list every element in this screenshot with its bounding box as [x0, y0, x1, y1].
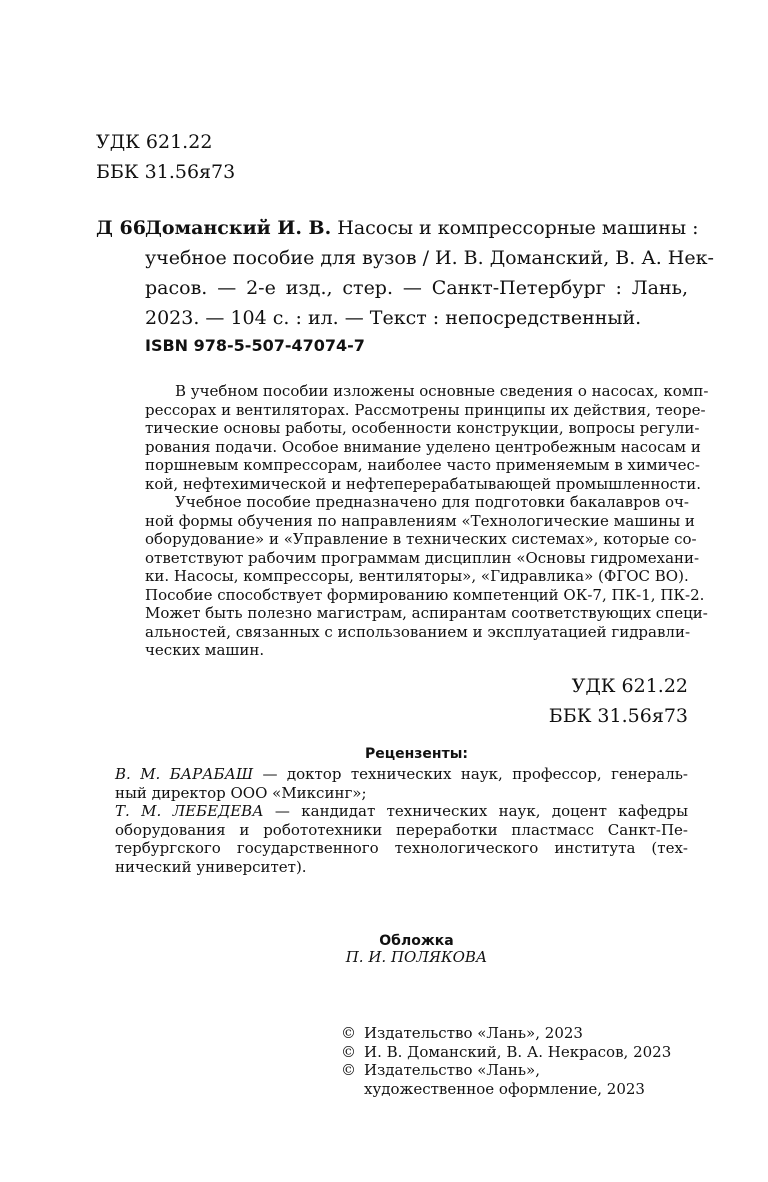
reviewer-2-line-4: нический университет). [115, 857, 307, 876]
reviewer-2-line-1: Т. М. ЛЕБЕДЕВА — кандидат технических наук, доцент кафедры [115, 802, 689, 820]
reviewer-1-line-2: ный директор ООО «Миксинг»; [115, 783, 367, 802]
right-codes [549, 671, 688, 731]
abstract-line: ной формы обучения по направлениям «Технологические машины и [145, 511, 695, 530]
catalog-entry [145, 213, 714, 333]
copyright-1: © Издательство «Лань», 2023 [341, 1024, 583, 1042]
copyright-symbol: © [341, 1024, 356, 1042]
copyright-symbol: © [341, 1061, 356, 1079]
right-udk: УДК 621.22 [571, 675, 688, 697]
copyright-symbol: © [341, 1042, 356, 1061]
abstract-line: оборудование» и «Управление в технических системах», которые со- [145, 530, 697, 548]
cover-heading: Обложка [379, 933, 454, 949]
top-udk: УДК 621.22 [96, 131, 213, 153]
abstract-line: ческих машин. [145, 641, 265, 659]
abstract-line: ответствуют рабочим программам дисциплин «Основы гидромехани- [145, 548, 700, 567]
author-heading: Доманский И. В. [145, 217, 332, 239]
catalog-line-2: учебное пособие для вузов / И. В. Доманский, В. А. Нек- [145, 247, 714, 269]
copyright-2: © И. В. Доманский, В. А. Некрасов, 2023 [341, 1042, 672, 1061]
abstract [145, 382, 709, 660]
reviewer-2-line-3: тербургского государственного технологического института (тех- [115, 839, 688, 857]
top-bbk: ББК 31.56я73 [96, 161, 236, 183]
top-codes [96, 127, 235, 187]
copyright-3-cont: художественное оформление, 2023 [364, 1079, 645, 1098]
abstract-line: поршневым компрессорам, наиболее часто применяемым в химичес- [145, 456, 700, 474]
abstract-line: тические основы работы, особенности конструкции, вопросы регули- [145, 419, 700, 437]
title-start: Насосы и компрессорные машины : [331, 217, 699, 239]
abstract-line: альностей, связанных с использованием и эксплуатацией гидравли- [145, 622, 691, 641]
abstract-line: кой, нефтехимической и нефтеперерабатывающей промышленности. [145, 474, 701, 493]
catalog-line-1 [145, 213, 699, 243]
copyright-block [341, 1024, 671, 1098]
abstract-line: В учебном пособии изложены основные сведения о насосах, комп- [175, 382, 709, 400]
copyright-3: © Издательство «Лань», [341, 1061, 541, 1079]
catalog-line-3: расов. — 2-е изд., стер. — Санкт-Петербург : Лань, [145, 277, 688, 299]
reviewer-1-name: В. М. БАРАБАШ [115, 765, 254, 783]
abstract-line: Может быть полезно магистрам, аспирантам соответствующих специ- [145, 604, 708, 622]
abstract-line: ки. Насосы, компрессоры, вентиляторы», «Гидравлика» (ФГОС ВО). [145, 567, 689, 585]
cover-designer: П. И. ПОЛЯКОВА [345, 948, 488, 966]
isbn: ISBN 978-5-507-47074-7 [145, 336, 365, 355]
abstract-line: рования подачи. Особое внимание уделено центробежным насосам и [145, 437, 701, 456]
abstract-line: Учебное пособие предназначено для подготовки бакалавров оч- [175, 493, 689, 511]
abstract-line: Пособие способствует формированию компетенций ОК-7, ПК-1, ПК-2. [145, 585, 705, 604]
right-bbk: ББК 31.56я73 [548, 705, 688, 727]
reviewer-2-line-2: оборудования и робототехники переработки пластмасс Санкт-Пе- [115, 820, 688, 839]
reviewer-2-name: Т. М. ЛЕБЕДЕВА [115, 802, 264, 820]
reviewer-1-line-1: В. М. БАРАБАШ — доктор технических наук, профессор, генераль- [115, 765, 688, 783]
catalog-line-4: 2023. — 104 с. : ил. — Текст : непосредственный. [145, 307, 642, 329]
abstract-line: рессорах и вентиляторах. Рассмотрены принципы их действия, теоре- [145, 400, 706, 419]
catalog-code: Д 66 [96, 217, 146, 239]
reviewers [115, 765, 688, 876]
reviewers-heading: Рецензенты: [365, 746, 468, 762]
